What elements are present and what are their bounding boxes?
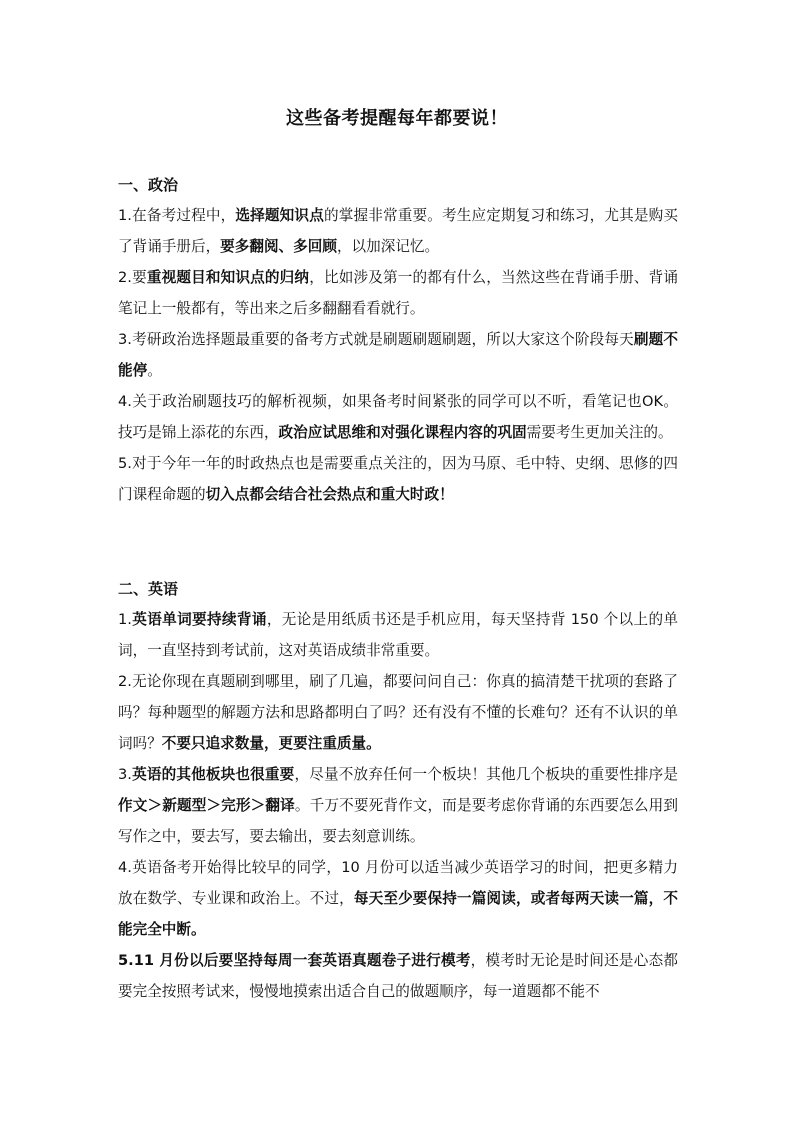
section-heading: 一、政治 (118, 176, 179, 194)
section-body (118, 604, 678, 1007)
text-run: 3. (118, 766, 132, 783)
text-run: ，无论是用纸质书还是手机应用，每天坚持背 150 个以上的单词，一直坚持到考试前，这对英语成绩非常重要。 (118, 611, 678, 659)
text-run: 的掌握非常重要。考生应定期复习和练习，尤其是购买了背诵手册后， (118, 207, 678, 255)
bold-text-run: 切入点都会结合社会热点和重大时政！ (205, 486, 454, 503)
paragraph-item (118, 386, 678, 448)
paragraph-item (118, 945, 678, 1007)
text-run: 3.考研政治选择题最重要的备考方式就是刷题刷题刷题，所以大家这个阶段每天 (118, 331, 634, 348)
text-run: 4.关于政治刷题技巧的解析视频，如果备考时间紧张的同学可以不听，看笔记也OK。技巧是锦上添花的东西， (118, 393, 678, 441)
text-run: 4.英语备考开始得比较早的同学，10 月份可以适当减少英语学习的时间，把更多精力放在数学、专业课和政治上。不过， (118, 859, 678, 907)
text-run: ，模考时无论是时间还是心态都要完全按照考试来，慢慢地摸索出适合自己的做题顺序，每一道题都不能不 (118, 952, 678, 1000)
section-english (118, 574, 678, 1007)
paragraph-item (118, 666, 678, 759)
text-run: 1.在备考过程中， (118, 207, 236, 224)
paragraph-item (118, 200, 678, 262)
text-run: 2.要 (118, 269, 147, 286)
section-body (118, 200, 678, 510)
text-run: ，尽量不放弃任何一个板块！其他几个板块的重要性排序是 (294, 766, 678, 783)
bold-text-run: 英语单词要持续背诵 (131, 611, 267, 628)
text-run: ，以加深记忆。 (336, 238, 440, 255)
text-run: 。千万不要死背作文，而是要考虑你背诵的东西要怎么用到写作之中，要去写，要去输出，要去刻意训练。 (118, 797, 678, 845)
bold-text-run: 刷题不能停 (118, 331, 678, 379)
bold-text-run: 每天至少要保持一篇阅读，或者每两天读一篇，不能完全中断。 (118, 890, 678, 938)
bold-text-run: 政治应试思维和对强化课程内容的巩固 (278, 424, 527, 441)
bold-text-run: 作文＞新题型＞完形＞翻译 (118, 797, 295, 814)
text-run: 5.对于今年一年的时政热点也是需要重点关注的，因为马原、毛中特、史纲、思修的四门课程命题的 (118, 455, 678, 503)
paragraph-item (118, 604, 678, 666)
bold-text-run: 不要只追求数量，更要注重质量。 (161, 735, 381, 752)
bold-text-run: 5.11 月份以后要坚持每周一套英语真题卷子进行模考 (118, 952, 471, 969)
bold-text-run: 重视题目和知识点的归纳 (146, 269, 310, 286)
paragraph-item (118, 852, 678, 945)
bold-text-run: 选择题知识点 (235, 207, 324, 224)
bold-text-run: 要多翻阅、多回顾 (220, 238, 337, 255)
document-title: 这些备考提醒每年都要说！ (286, 108, 508, 129)
paragraph-item (118, 448, 678, 510)
text-run: ，比如涉及第一的都有什么，当然这些在背诵手册、背诵笔记上一般都有，等出来之后多翻翻看看就行。 (118, 269, 678, 317)
text-run: 。 (147, 362, 162, 379)
section-politics (118, 170, 678, 510)
text-run: 需要考生更加关注的。 (526, 424, 673, 441)
text-run: 2.无论你现在真题刷到哪里，刷了几遍，都要问问自己：你真的搞清楚干扰项的套路了吗？每种题型的解题方法和思路都明白了吗？还有没有不懂的长难句？还有不认识的单词吗？ (118, 673, 678, 752)
paragraph-item (118, 759, 678, 852)
text-run: 1. (118, 611, 132, 628)
paragraph-item (118, 324, 678, 386)
bold-text-run: 英语的其他板块也很重要 (131, 766, 295, 783)
section-heading: 二、英语 (118, 580, 179, 598)
paragraph-item (118, 262, 678, 324)
